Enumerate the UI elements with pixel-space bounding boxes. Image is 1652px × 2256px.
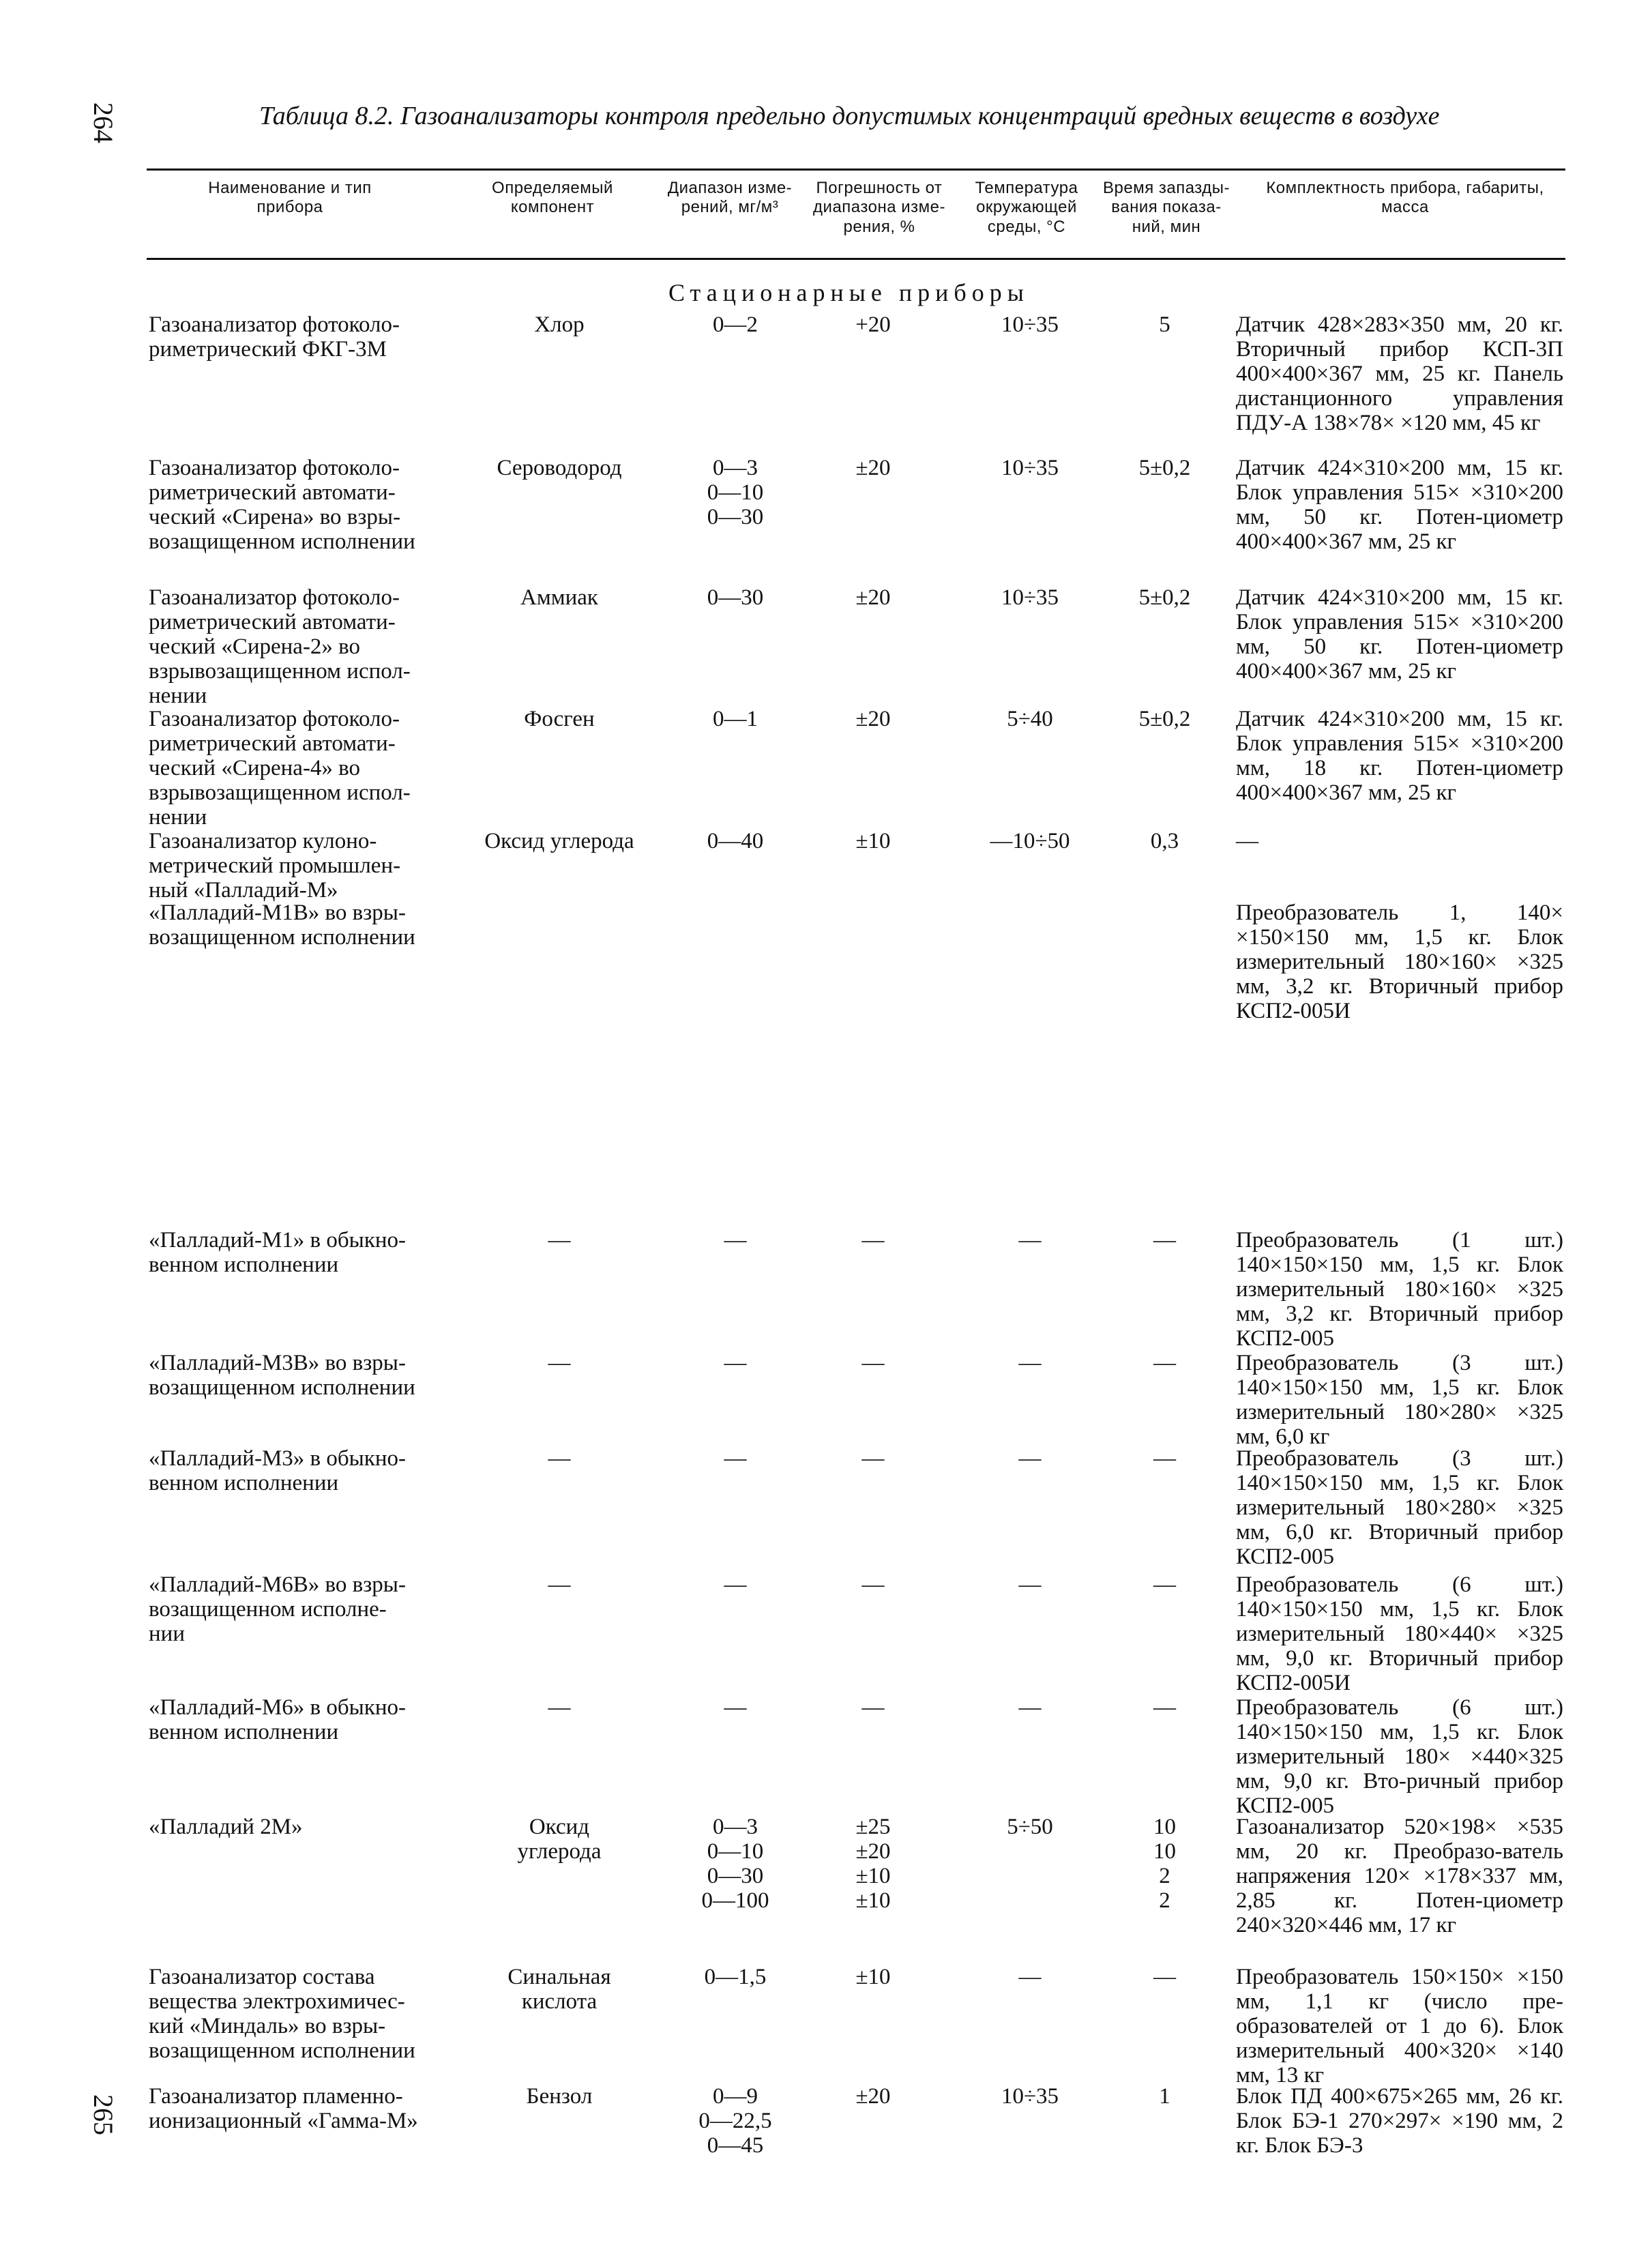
cell-time: 5±0,2 bbox=[1138, 456, 1191, 480]
cell-component: Бензол bbox=[526, 2084, 593, 2109]
cell-error: ±20 bbox=[855, 585, 891, 610]
cell-temp: 10÷35 bbox=[1001, 2084, 1059, 2109]
cell-name: Газоанализатор состава вещества электрохимичес- кий «Миндаль» во взры- возащищенном исполнении bbox=[149, 1965, 415, 2063]
cell-error: ±10 bbox=[855, 1965, 891, 1989]
page-number-top: 264 bbox=[88, 102, 119, 143]
cell-range: 0—30 bbox=[707, 585, 764, 610]
cell-component: Фосген bbox=[524, 707, 595, 731]
cell-kit: Датчик 428×283×350 мм, 20 кг. Вторичный прибор КСП-3П 400×400×367 мм, 25 кг. Панель дистанционного управления ПДУ-А 138×78× ×120 мм, 45 кг bbox=[1236, 312, 1563, 435]
cell-time: 5 bbox=[1159, 312, 1170, 337]
cell-name: Газоанализатор пламенно- ионизационный «Гамма-М» bbox=[149, 2084, 418, 2133]
header-rule bbox=[147, 258, 1565, 260]
cell-range: 0—1 bbox=[713, 707, 758, 731]
cell-range: 0—9 0—22,5 0—45 bbox=[698, 2084, 772, 2158]
cell-error: ±20 bbox=[855, 456, 891, 480]
cell-temp: — bbox=[1018, 1351, 1042, 1375]
cell-name: «Палладий 2М» bbox=[149, 1815, 303, 1839]
cell-name: «Палладий-М3» в обыкно- венном исполнении bbox=[149, 1446, 407, 1495]
cell-range: — bbox=[724, 1351, 747, 1375]
cell-component: Оксид углерода bbox=[484, 829, 634, 853]
cell-kit: Преобразователь 1, 140× ×150×150 мм, 1,5 кг. Блок измерительный 180×160× ×325 мм, 3,2 кг. Вторичный прибор КСП2-005И bbox=[1236, 900, 1563, 1023]
cell-range: 0—1,5 bbox=[704, 1965, 767, 1989]
cell-component: Сероводород bbox=[497, 456, 622, 480]
cell-time: 10 10 2 2 bbox=[1153, 1815, 1176, 1913]
cell-temp: 10÷35 bbox=[1001, 312, 1059, 337]
cell-component: — bbox=[548, 1228, 571, 1252]
cell-temp: —10÷50 bbox=[990, 829, 1070, 853]
cell-error: +20 bbox=[855, 312, 891, 337]
section-title: Стационарные приборы bbox=[668, 279, 1029, 306]
cell-kit: — bbox=[1236, 829, 1258, 853]
cell-temp: 5÷40 bbox=[1007, 707, 1053, 731]
header-error: Погрешность от диапазона изме- рения, % bbox=[813, 179, 945, 236]
page-number-bottom: 265 bbox=[88, 2094, 119, 2135]
cell-name: Газоанализатор фотоколо- риметрический автомати- ческий «Сирена-2» во взрывозащищенном испол- нении bbox=[149, 585, 411, 708]
cell-kit: Преобразователь (6 шт.) 140×150×150 мм, 1,5 кг. Блок измерительный 180×440× ×325 мм, 9,0 кг. Вторичный прибор КСП2-005И bbox=[1236, 1572, 1563, 1695]
cell-component: — bbox=[548, 1695, 571, 1720]
cell-time: — bbox=[1153, 1965, 1176, 1989]
cell-name: «Палладий-М1В» во взры- возащищенном исполнении bbox=[149, 900, 415, 950]
cell-range: 0—3 0—10 0—30 0—100 bbox=[701, 1815, 769, 1913]
table-caption: Таблица 8.2. Газоанализаторы контроля предельно допустимых концентраций вредных веществ в воздухе bbox=[259, 102, 1440, 130]
cell-time: 5±0,2 bbox=[1138, 707, 1191, 731]
cell-kit: Газоанализатор 520×198× ×535 мм, 20 кг. Преобразо-ватель напряжения 120× ×178×337 мм, 2,85 кг. Потен-циометр 240×320×446 мм, 17 кг bbox=[1236, 1815, 1563, 1937]
cell-kit: Датчик 424×310×200 мм, 15 кг. Блок управления 515× ×310×200 мм, 18 кг. Потен-циометр 400×400×367 мм, 25 кг bbox=[1236, 707, 1563, 805]
cell-range: — bbox=[724, 1228, 747, 1252]
cell-name: Газоанализатор фотоколо- риметрический автомати- ческий «Сирена-4» во взрывозащищенном испол- нении bbox=[149, 707, 411, 830]
cell-time: — bbox=[1153, 1228, 1176, 1252]
top-rule bbox=[147, 169, 1565, 171]
cell-component: — bbox=[548, 1446, 571, 1471]
cell-error: — bbox=[861, 1228, 885, 1252]
cell-kit: Преобразователь (6 шт.) 140×150×150 мм, 1,5 кг. Блок измерительный 180× ×440×325 мм, 9,0 кг. Вто-ричный прибор КСП2-005 bbox=[1236, 1695, 1563, 1818]
cell-error: — bbox=[861, 1351, 885, 1375]
cell-name: «Палладий-М1» в обыкно- венном исполнении bbox=[149, 1228, 407, 1277]
cell-error: — bbox=[861, 1572, 885, 1597]
cell-time: — bbox=[1153, 1572, 1176, 1597]
cell-error: — bbox=[861, 1695, 885, 1720]
cell-range: — bbox=[724, 1446, 747, 1471]
cell-name: «Палладий-М6» в обыкно- венном исполнении bbox=[149, 1695, 407, 1744]
cell-range: 0—40 bbox=[707, 829, 764, 853]
cell-error: ±25 ±20 ±10 ±10 bbox=[855, 1815, 891, 1913]
header-temp: Температура окружающей среды, °С bbox=[975, 179, 1078, 236]
cell-temp: 10÷35 bbox=[1001, 585, 1059, 610]
cell-temp: — bbox=[1018, 1695, 1042, 1720]
cell-temp: — bbox=[1018, 1228, 1042, 1252]
header-range: Диапазон изме- рений, мг/м³ bbox=[667, 179, 793, 217]
cell-time: — bbox=[1153, 1695, 1176, 1720]
cell-time: 1 bbox=[1159, 2084, 1170, 2109]
cell-component: Оксид углерода bbox=[517, 1815, 602, 1864]
cell-range: 0—3 0—10 0—30 bbox=[707, 456, 764, 529]
cell-component: Аммиак bbox=[520, 585, 598, 610]
cell-range: — bbox=[724, 1572, 747, 1597]
cell-name: Газоанализатор кулоно- метрический промышлен- ный «Палладий-М» bbox=[149, 829, 401, 903]
cell-name: Газоанализатор фотоколо- риметрический автомати- ческий «Сирена» во взры- возащищенном исполнении bbox=[149, 456, 415, 554]
cell-kit: Преобразователь (3 шт.) 140×150×150 мм, 1,5 кг. Блок измерительный 180×280× ×325 мм, 6,0 кг bbox=[1236, 1351, 1563, 1449]
cell-time: — bbox=[1153, 1446, 1176, 1471]
cell-temp: — bbox=[1018, 1446, 1042, 1471]
cell-time: 5±0,2 bbox=[1138, 585, 1191, 610]
header-component: Определяемый компонент bbox=[492, 179, 613, 217]
cell-temp: — bbox=[1018, 1572, 1042, 1597]
cell-kit: Датчик 424×310×200 мм, 15 кг. Блок управления 515× ×310×200 мм, 50 кг. Потен-циометр 400×400×367 мм, 25 кг bbox=[1236, 456, 1563, 554]
cell-component: — bbox=[548, 1572, 571, 1597]
cell-component: Синальная кислота bbox=[507, 1965, 611, 2014]
cell-time: — bbox=[1153, 1351, 1176, 1375]
cell-kit: Блок ПД 400×675×265 мм, 26 кг. Блок БЭ-1 270×297× ×190 мм, 2 кг. Блок БЭ-3 bbox=[1236, 2084, 1563, 2158]
cell-temp: 10÷35 bbox=[1001, 456, 1059, 480]
cell-time: 0,3 bbox=[1150, 829, 1179, 853]
cell-error: — bbox=[861, 1446, 885, 1471]
cell-error: ±20 bbox=[855, 707, 891, 731]
header-name: Наименование и тип прибора bbox=[208, 179, 372, 217]
header-kit: Комплектность прибора, габариты, масса bbox=[1266, 179, 1544, 217]
cell-name: «Палладий-М3В» во взры- возащищенном исполнении bbox=[149, 1351, 415, 1400]
cell-range: — bbox=[724, 1695, 747, 1720]
cell-name: Газоанализатор фотоколо- риметрический ФКГ-3М bbox=[149, 312, 400, 362]
cell-kit: Преобразователь 150×150× ×150 мм, 1,1 кг (число пре-образователей от 1 до 6). Блок измерительный 400×320× ×140 мм, 13 кг bbox=[1236, 1965, 1563, 2087]
cell-kit: Преобразователь (3 шт.) 140×150×150 мм, 1,5 кг. Блок измерительный 180×280× ×325 мм, 6,0 кг. Вторичный прибор КСП2-005 bbox=[1236, 1446, 1563, 1569]
cell-temp: 5÷50 bbox=[1007, 1815, 1053, 1839]
cell-error: ±10 bbox=[855, 829, 891, 853]
cell-component: Хлор bbox=[534, 312, 585, 337]
cell-name: «Палладий-М6В» во взры- возащищенном исполне- нии bbox=[149, 1572, 406, 1646]
cell-kit: Датчик 424×310×200 мм, 15 кг. Блок управления 515× ×310×200 мм, 50 кг. Потен-циометр 400×400×367 мм, 25 кг bbox=[1236, 585, 1563, 684]
cell-kit: Преобразователь (1 шт.) 140×150×150 мм, 1,5 кг. Блок измерительный 180×160× ×325 мм, 3,2 кг. Вторичный прибор КСП2-005 bbox=[1236, 1228, 1563, 1351]
cell-range: 0—2 bbox=[713, 312, 758, 337]
cell-temp: — bbox=[1018, 1965, 1042, 1989]
cell-component: — bbox=[548, 1351, 571, 1375]
header-time: Время запазды- вания показа- ний, мин bbox=[1102, 179, 1230, 236]
cell-error: ±20 bbox=[855, 2084, 891, 2109]
